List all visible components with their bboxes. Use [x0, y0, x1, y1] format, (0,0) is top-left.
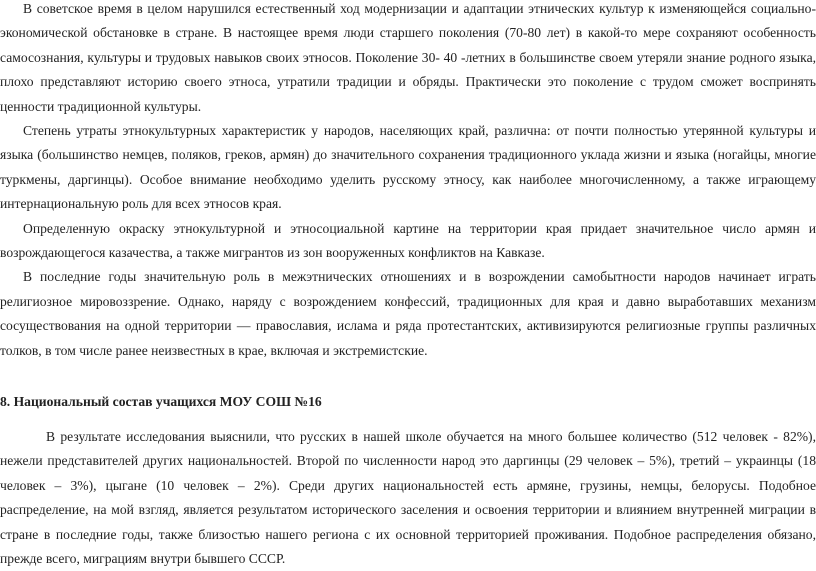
- section-heading: 8. Национальный состав учащихся МОУ СОШ №16: [0, 394, 322, 409]
- paragraph-religion: В последние годы значительную роль в межэтнических отношениях и в возрождении самобытности народов начинает играть религиозное мировоззрение. Однако, наряду с возрождением конфессий, традиционных для края и давно выработавших механизм сосуществования на одной территории — православия, ислама и ряда протестантских, активизируются религиозные группы различных толков, в том числе ранее неизвестных в крае, включая и экстремистские.: [0, 269, 816, 358]
- national-composition-section: [0, 425, 816, 571]
- paragraph-ethnic-loss: Степень утраты этнокультурных характеристик у народов, населяющих край, различна: от почти полностью утерянной культуры и языка (большинство немцев, поляков, греков, армян) до значительного сохранения традиционного уклада жизни и языка (ногайцы, многие туркмены, даргинцы). Особое внимание необходимо уделить русскому этносу, как наиболее многочисленному, а также играющему интернациональную роль для всех этносов края.: [0, 123, 816, 212]
- paragraph-soviet-modernization: В советское время в целом нарушился естественный ход модернизации и адаптации этнических культур к изменяющейся социально-экономической обстановке в стране. В настоящее время люди старшего поколения (70-80 лет) в какой-то мере сохраняют особенность самосознания, культуры и трудовых навыков своих этносов. Поколение 30- 40 -летних в большинстве своем утеряли знание родного языка, плохо представляют историю своего этноса, утратили традиции и обряды. Практически это поколение с трудом сможет воспринять ценности традиционной культуры.: [0, 1, 816, 114]
- paragraph-armenians-cossacks: Определенную окраску этнокультурной и этносоциальной картине на территории края придает значительное число армян и возрождающегося казачества, а также мигрантов из зон вооруженных конфликтов на Кавказе.: [0, 220, 816, 261]
- paragraph-school-composition: В результате исследования выяснили, что русских в нашей школе обучается на много большее количество (512 человек - 82%), нежели представителей других национальностей. Второй по численности народ это даргинцы (29 человек – 5%), третий – украинцы (18 человек – 3%), цыгане (10 человек – 2%). Среди других национальностей есть армяне, грузины, немцы, белорусы. Подобное распределение, на мой взгляд, является результатом исторического заселения и освоения территории и влиянием внутренней миграции в стране в последние годы, также близостью нашего региона с их основной территорией проживания. Подобное распределения обязано, прежде всего, миграциям внутри бывшего СССР.: [0, 429, 816, 567]
